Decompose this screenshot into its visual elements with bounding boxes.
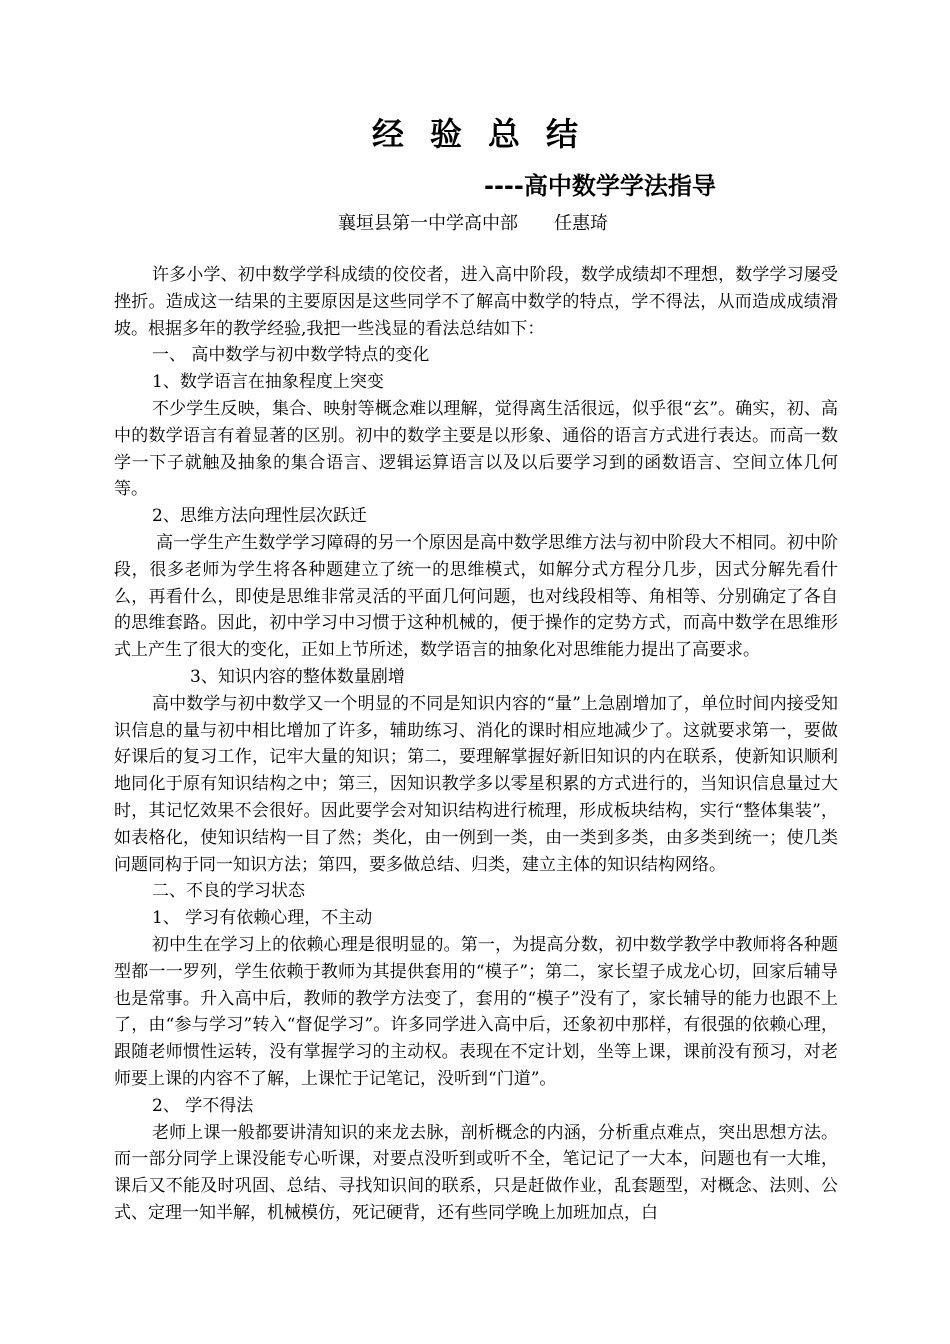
subsection-heading-1-3: 3、知识内容的整体数量剧增 xyxy=(190,666,405,687)
document-title: 经验总结 xyxy=(371,115,604,153)
subsection-heading-2-2: 2、 学不得法 xyxy=(152,1095,254,1116)
paragraph-intro: 许多小学、初中数学学科成绩的佼佼者，进入高中阶段，数学成绩却不理想，数学学习屡受挫折。造成这一结果的主要原因是这些同学不了解高中数学的特点，学不得法，从而造成成绩滑坡。根据多年的教学经验,我把一些浅显的看法总结如下： xyxy=(114,265,838,339)
paragraph: 初中生在学习上的依赖心理是很明显的。第一，为提高分数，初中数学教学中教师将各种题型都一一罗列，学生依赖于教师为其提供套用的“模子”；第二，家长望子成龙心切，回家后辅导也是常事。升入高中后，教师的教学方法变了，套用的“模子”没有了，家长辅导的能力也跟不上了，由“参与学习”转入“督促学习”。许多同学进入高中后，还象初中那样，有很强的依赖心理，跟随老师惯性运转，没有掌握学习的主动权。表现在不定计划，坐等上课，课前没有预习，对老师要上课的内容不了解，上课忙于记笔记，没听到“门道”。 xyxy=(114,934,838,1089)
document-subtitle: ----高中数学学法指导 xyxy=(484,172,716,200)
subsection-heading-2-1: 1、 学习有依赖心理，不主动 xyxy=(152,908,373,929)
paragraph: 高一学生产生数学学习障碍的另一个原因是高中数学思维方法与初中阶段大不相同。初中阶段，很多老师为学生将各种题建立了统一的思维模式，如解分式方程分几步，因式分解先看什么，再看什么，即使是思维非常灵活的平面几何问题，也对线段相等、角相等、分别确定了各自的思维套路。因此，初中学习中习惯于这种机械的，便于操作的定势方式，而高中数学在思维形式上产生了很大的变化，正如上节所述，数学语言的抽象化对思维能力提出了高要求。 xyxy=(114,532,838,661)
section-heading-1: 一、 高中数学与初中数学特点的变化 xyxy=(152,345,430,366)
document-body xyxy=(114,262,838,1227)
paragraph: 老师上课一般都要讲清知识的来龙去脉，剖析概念的内涵，分析重点难点，突出思想方法。而一部分同学上课没能专心听课，对要点没听到或听不全，笔记记了一大本，问题也有一大堆，课后又不能及时巩固、总结、寻找知识间的联系，只是赶做作业，乱套题型，对概念、法则、公式、定理一知半解，机械模仿，死记硬背，还有些同学晚上加班加点，白 xyxy=(114,1122,838,1223)
paragraph: 高中数学与初中数学又一个明显的不同是知识内容的“量”上急剧增加了，单位时间内接受知识信息的量与初中相比增加了许多，辅助练习、消化的课时相应地减少了。这就要求第一，要做好课后的复习工作，记牢大量的知识；第二，要理解掌握好新旧知识的内在联系，使新知识顺利地同化于原有知识结构之中；第三，因知识教学多以零星积累的方式进行的，当知识信息量过大时，其记忆效果不会很好。因此要学会对知识结构进行梳理，形成板块结构，实行“整体集装”，如表格化，使知识结构一目了然；类化，由一例到一类，由一类到多类，由多类到统一；使几类问题同构于同一知识方法；第四，要多做总结、归类，建立主体的知识结构网络。 xyxy=(114,693,838,875)
author-name: 任惠琦 xyxy=(554,213,608,234)
byline xyxy=(338,210,608,238)
subsection-heading-1-2: 2、思维方法向理性层次跃迁 xyxy=(152,506,367,527)
paragraph: 不少学生反映，集合、映射等概念难以理解，觉得离生活很远，似乎很“玄”。确实，初、高中的数学语言有着显著的区别。初中的数学主要是以形象、通俗的语言方式进行表达。而高一数学一下子就触及抽象的集合语言、逻辑运算语言以及以后要学习到的函数语言、空间立体几何等。 xyxy=(114,398,838,500)
school-name: 襄垣县第一中学高中部 xyxy=(338,213,518,234)
section-heading-2: 二、不良的学习状态 xyxy=(152,881,305,902)
subsection-heading-1-1: 1、数学语言在抽象程度上突变 xyxy=(152,372,384,393)
